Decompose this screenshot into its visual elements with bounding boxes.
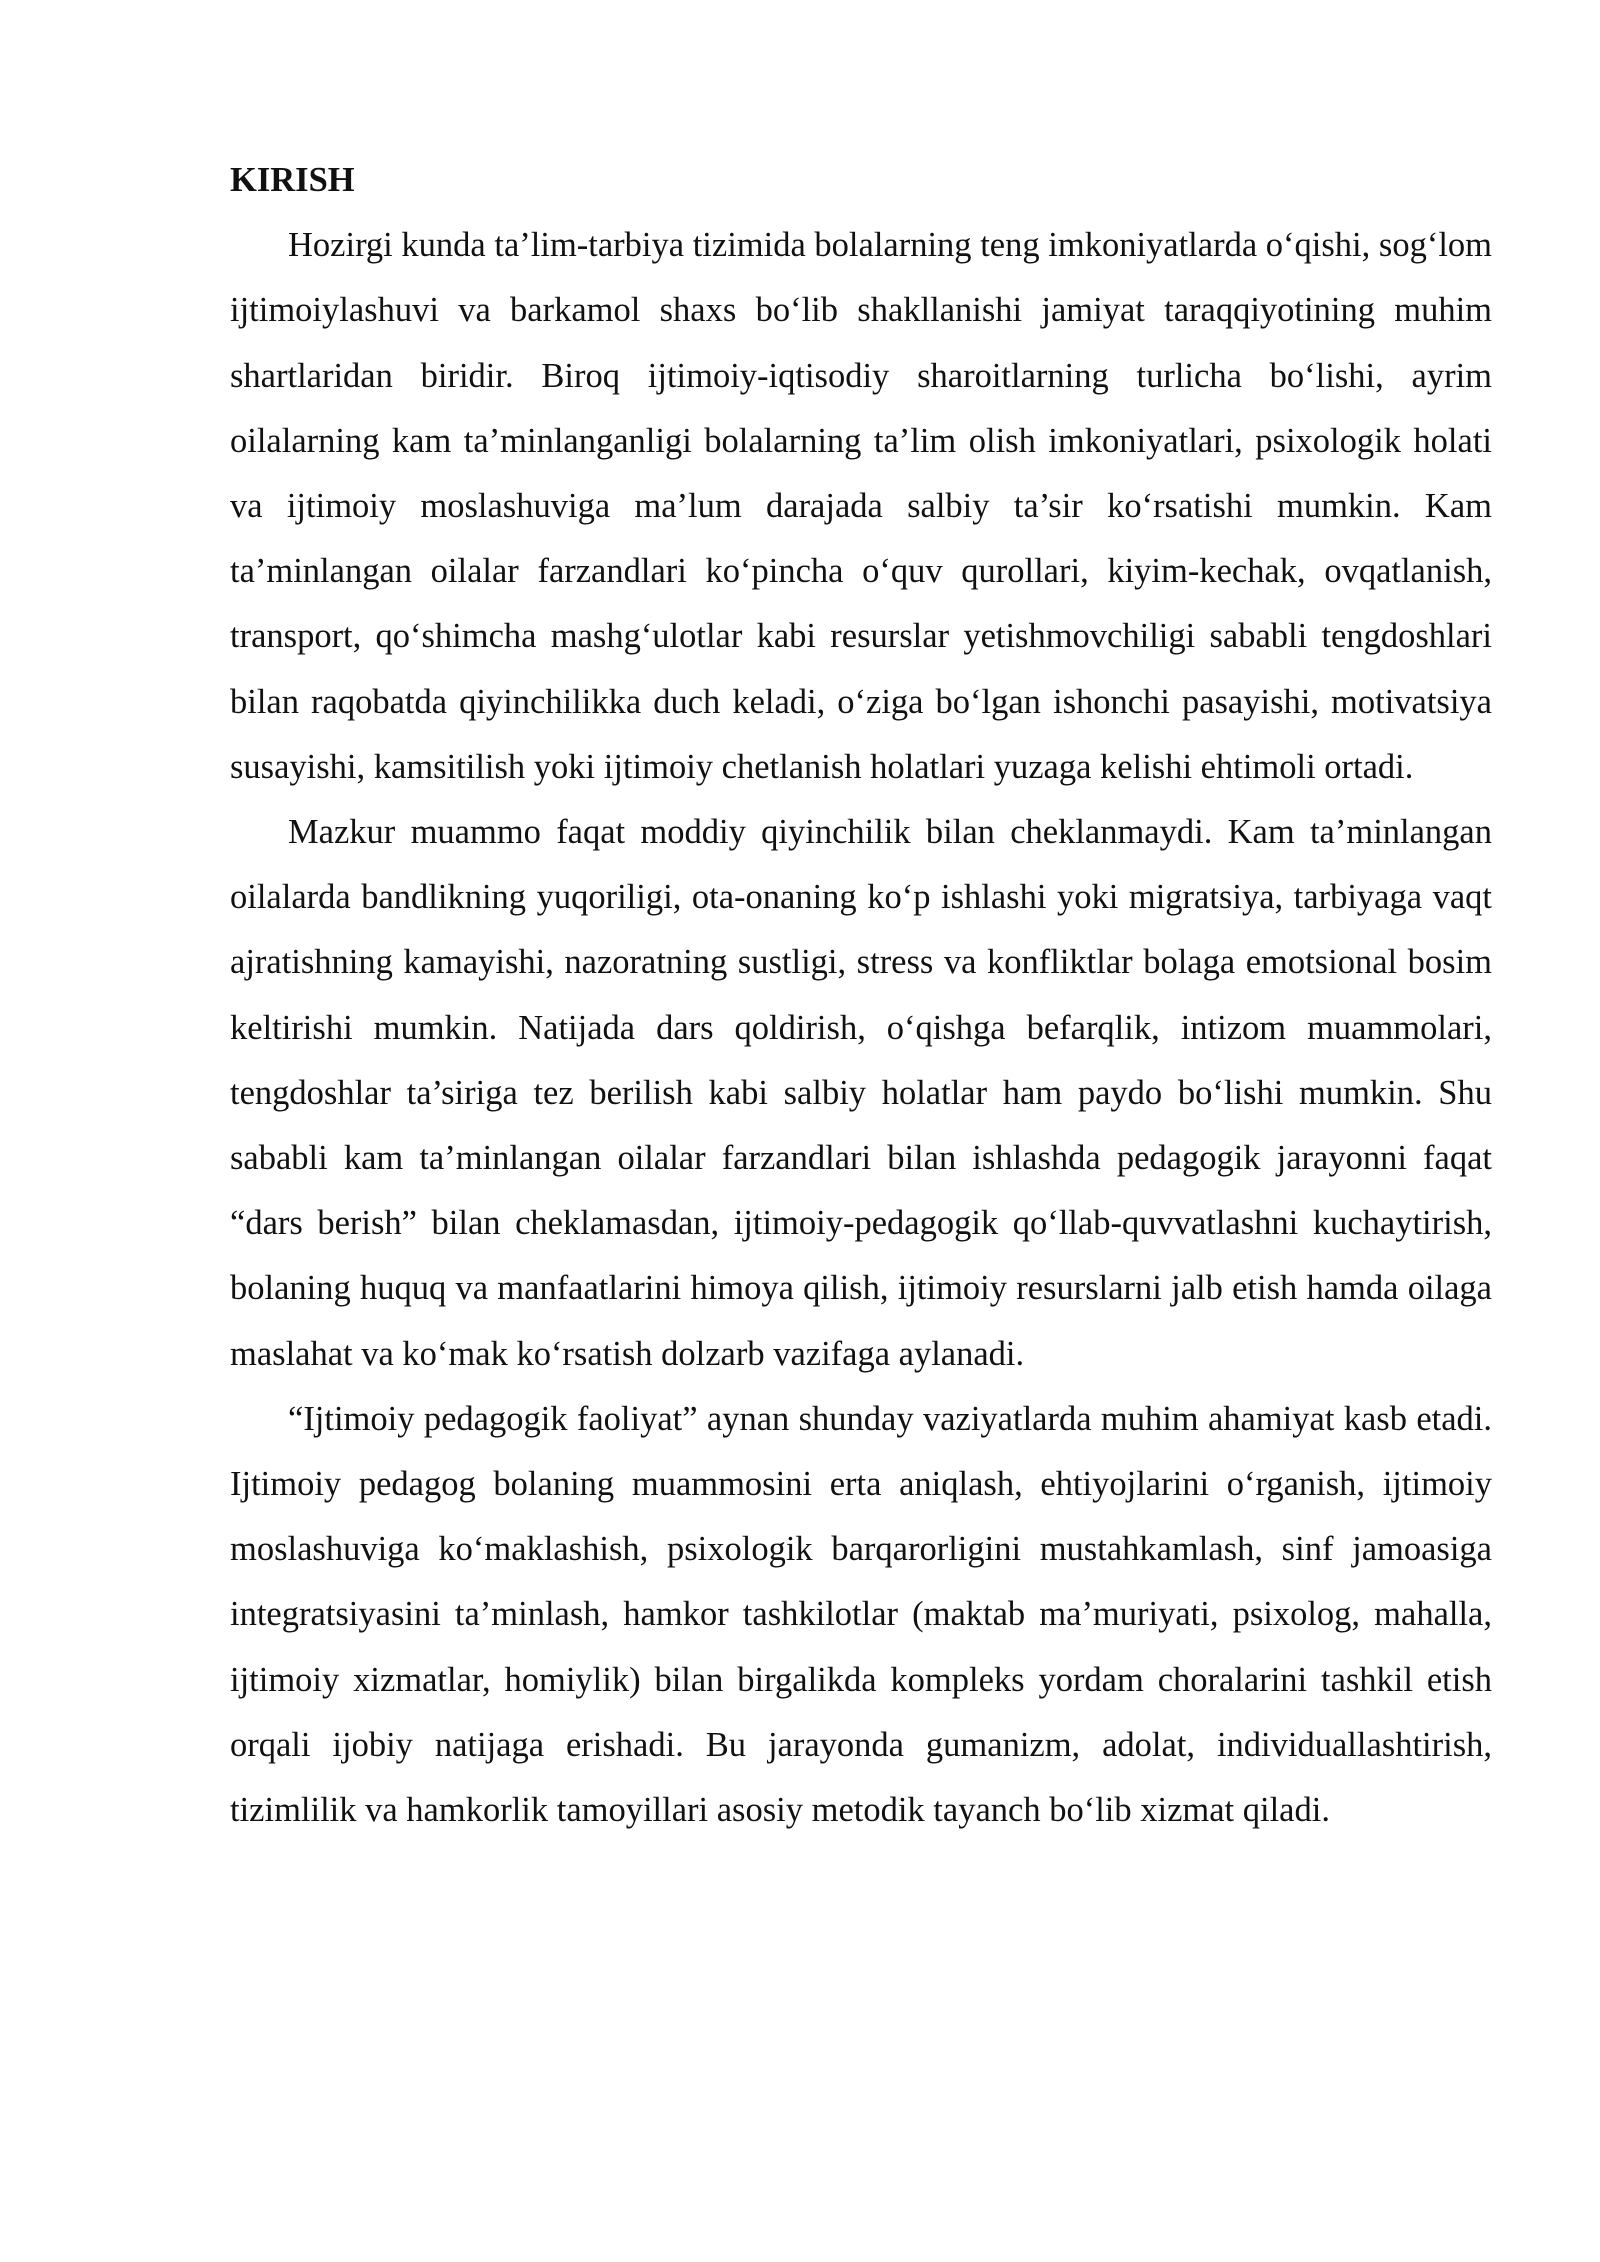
paragraph-1: Hozirgi kunda ta’lim-tarbiya tizimida bolalarning teng imkoniyatlarda o‘qishi, sog‘lom ijtimoiylashuvi va barkamol shaxs bo‘lib shakllanishi jamiyat taraqqiyotining muhim shartlaridan biridir. Biroq ijtimoiy-iqtisodiy sharoitlarning turlicha bo‘lishi, ayrim oilalarning kam ta’minlanganligi bolalarning ta’lim olish imkoniyatlari, psixologik holati va ijtimoiy moslashuviga ma’lum darajada salbiy ta’sir ko‘rsatishi mumkin. Kam ta’minlangan oilalar farzandlari ko‘pincha o‘quv qurollari, kiyim-kechak, ovqatlanish, transport, qo‘shimcha mashg‘ulotlar kabi resurslar yetishmovchiligi sababli tengdoshlari bilan raqobatda qiyinchilikka duch keladi, o‘ziga bo‘lgan ishonchi pasayishi, motivatsiya susayishi, kamsitilish yoki ijtimoiy chetlanish holatlari yuzaga kelishi ehtimoli ortadi. (230, 226, 1492, 786)
paragraph-3: “Ijtimoiy pedagogik faoliyat” aynan shunday vaziyatlarda muhim ahamiyat kasb etadi. Ijtimoiy pedagog bolaning muammosini erta aniqlash, ehtiyojlarini o‘rganish, ijtimoiy moslashuviga ko‘maklashish, psixologik barqarorligini mustahkamlash, sinf jamoasiga integratsiyasini ta’minlash, hamkor tashkilotlar (maktab ma’muriyati, psixolog, mahalla, ijtimoiy xizmatlar, homiylik) bilan birgalikda kompleks yordam choralarini tashkil etish orqali ijobiy natijaga erishadi. Bu jarayonda gumanizm, adolat, individuallashtirish, tizimlilik va hamkorlik tamoyillari asosiy metodik tayanch bo‘lib xizmat qiladi. (230, 1399, 1492, 1830)
document-body (230, 148, 1492, 1843)
paragraph-2: Mazkur muammo faqat moddiy qiyinchilik bilan cheklanmaydi. Kam ta’minlangan oilalarda bandlikning yuqoriligi, ota-onaning ko‘p ishlashi yoki migratsiya, tarbiyaga vaqt ajratishning kamayishi, nazoratning sustligi, stress va konfliktlar bolaga emotsional bosim keltirishi mumkin. Natijada dars qoldirish, o‘qishga befarqlik, intizom muammolari, tengdoshlar ta’siriga tez berilish kabi salbiy holatlar ham paydo bo‘lishi mumkin. Shu sababli kam ta’minlangan oilalar farzandlari bilan ishlashda pedagogik jarayonni faqat “dars berish” bilan cheklamasdan, ijtimoiy-pedagogik qo‘llab-quvvatlashni kuchaytirish, bolaning huquq va manfaatlarini himoya qilish, ijtimoiy resurslarni jalb etish hamda oilaga maslahat va ko‘mak ko‘rsatish dolzarb vazifaga aylanadi. (230, 813, 1492, 1373)
section-heading: KIRISH (230, 161, 355, 199)
